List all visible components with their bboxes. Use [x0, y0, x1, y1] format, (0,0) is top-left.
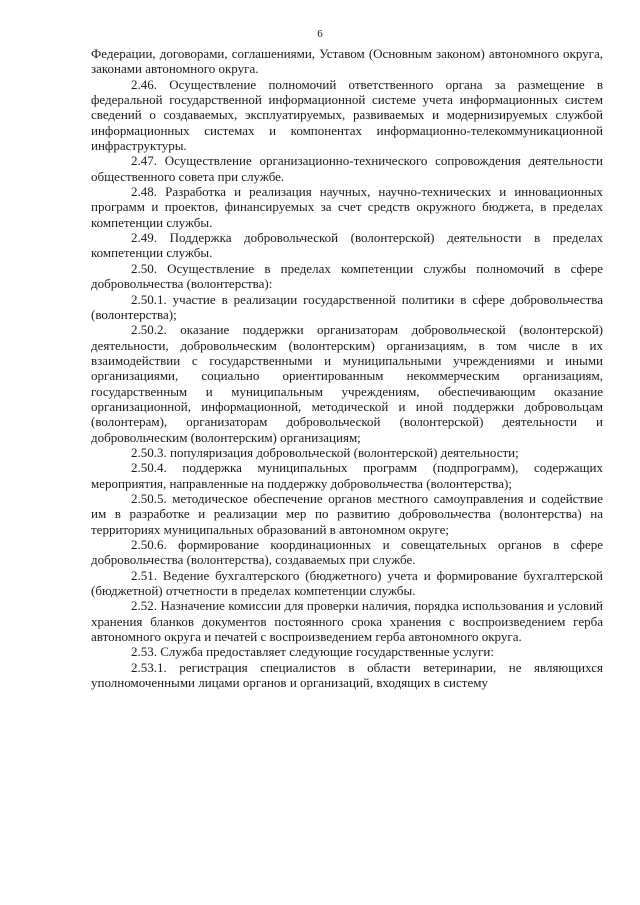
paragraph-2-50-6: 2.50.6. формирование координационных и совещательных органов в сфере добровольчества (волонтерства), создаваемых при службе.: [91, 537, 603, 568]
paragraph-2-53: 2.53. Служба предоставляет следующие государственные услуги:: [131, 644, 494, 660]
paragraph-2-50-5: 2.50.5. методическое обеспечение органов местного самоуправления и содействие им в разработке и реализации мер по развитию добровольчества (волонтерства) на территориях муниципальных образований в автономном округе;: [91, 490, 603, 537]
paragraph-2-51: 2.51. Ведение бухгалтерского (бюджетного) учета и формирование бухгалтерской (бюджетной) отчетности в пределах компетенции службы.: [91, 567, 603, 599]
paragraph-continuation: Федерации, договорами, соглашениями, Уставом (Основным законом) автономного округа, законами автономного округа.: [91, 46, 603, 77]
paragraph-2-47: 2.47. Осуществление организационно-технического сопровождения деятельности общественного совета при службе.: [91, 153, 603, 184]
paragraph-2-49: 2.49. Поддержка добровольческой (волонтерской) деятельности в пределах компетенции службы.: [91, 230, 603, 261]
paragraph-2-48: 2.48. Разработка и реализация научных, научно-технических и инновационных программ и проектов, финансируемых за счет средств окружного бюджета, в пределах компетенции службы.: [91, 184, 603, 230]
paragraph-2-46: 2.46. Осуществление полномочий ответственного органа за размещение в федеральной государственной информационной системе учета информационных систем сведений о создаваемых, эксплуатируемых, развиваемых и модернизируемых службой информационных системах и компонентах информационно-телекоммуникационной инфраструктуры.: [91, 76, 603, 154]
page-number: 6: [317, 28, 323, 40]
paragraph-2-50-3: 2.50.3. популяризация добровольческой (волонтерской) деятельности;: [131, 444, 519, 460]
paragraph-2-53-1: 2.53.1. регистрация специалистов в области ветеринарии, не являющихся уполномоченными лицами органов и организаций, входящих в систему: [91, 659, 603, 691]
paragraph-2-50-4: 2.50.4. поддержка муниципальных программ (подпрограмм), содержащих мероприятия, направленные на поддержку добровольчества (волонтерства);: [91, 460, 603, 491]
document-body: [91, 46, 603, 690]
paragraph-2-52: 2.52. Назначение комиссии для проверки наличия, порядка использования и условий хранения бланков документов постоянного срока хранения с воспроизведением герба автономного округа и печатей с воспроизведением герба автономного округа.: [91, 598, 603, 645]
paragraph-2-50: 2.50. Осуществление в пределах компетенции службы полномочий в сфере добровольчества (волонтерства):: [91, 260, 603, 292]
paragraph-2-50-1: 2.50.1. участие в реализации государственной политики в сфере добровольчества (волонтерства);: [91, 291, 603, 322]
paragraph-2-50-2: 2.50.2. оказание поддержки организаторам добровольческой (волонтерской) деятельности, добровольческим (волонтерским) организациям, в том числе в их взаимодействии с государственными и муниципальными учреждениями и иными организациями, социально ориентированным некоммерческим организациям, государственным и муниципальным учреждениям, обеспечивающим оказание организационной, информационной, методической и иной поддержки добровольцам (волонтерам), организаторам добровольческой (волонтерской) деятельности и добровольческим (волонтерским) организациям;: [91, 322, 603, 445]
